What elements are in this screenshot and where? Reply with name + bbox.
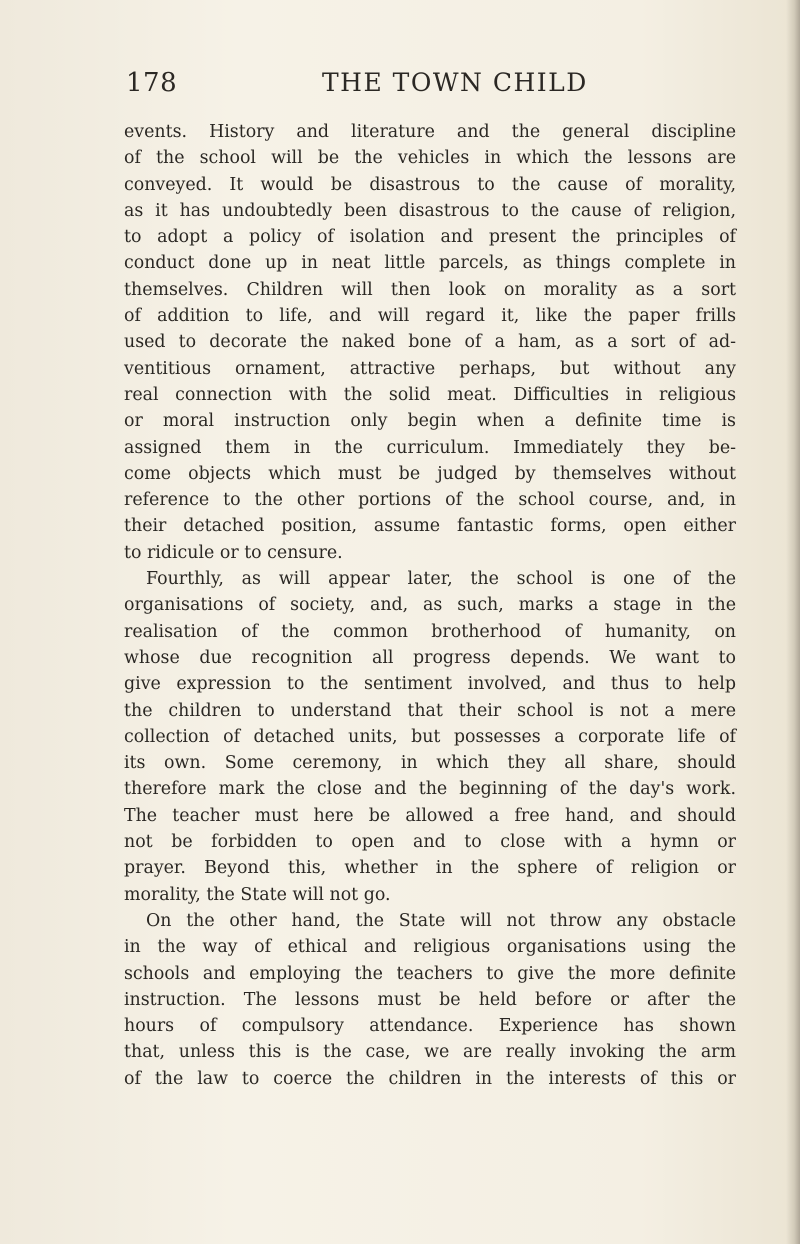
- text-line: real connection with the solid meat. Difficulties in religious: [124, 384, 736, 405]
- body-text: [124, 119, 736, 1092]
- text-line: therefore mark the close and the beginning of the day's work.: [124, 779, 736, 800]
- text-line: its own. Some ceremony, in which they all share, should: [124, 753, 736, 774]
- text-line: themselves. Children will then look on morality as a sort: [124, 279, 736, 300]
- paragraph-start-line: Fourthly, as will appear later, the school is one of the: [146, 569, 736, 590]
- running-head: THE TOWN CHILD: [322, 68, 588, 97]
- text-line: ventitious ornament, attractive perhaps, but without any: [124, 358, 736, 379]
- text-line: give expression to the sentiment involved, and thus to help: [124, 674, 736, 695]
- text-line: conveyed. It would be disastrous to the cause of morality,: [124, 174, 736, 195]
- page-edge-shadow: [786, 0, 800, 1244]
- text-line: instruction. The lessons must be held before or after the: [124, 989, 736, 1010]
- paragraph-end-line: morality, the State will not go.: [124, 884, 391, 905]
- text-line: of the school will be the vehicles in which the lessons are: [124, 148, 736, 169]
- text-line: schools and employing the teachers to give the more definite: [124, 963, 736, 984]
- text-line: or moral instruction only begin when a definite time is: [124, 411, 736, 432]
- text-line: conduct done up in neat little parcels, as things complete in: [124, 253, 736, 274]
- text-line: their detached position, assume fantastic forms, open either: [124, 516, 736, 537]
- text-line: events. History and literature and the general discipline: [124, 122, 736, 142]
- text-line: reference to the other portions of the school course, and, in: [124, 490, 736, 511]
- page-header: [126, 68, 736, 108]
- paragraph-start-line: On the other hand, the State will not throw any obstacle: [146, 910, 736, 931]
- text-line: of addition to life, and will regard it, like the paper frills: [124, 306, 736, 327]
- page-number: 178: [126, 68, 178, 98]
- text-line: come objects which must be judged by themselves without: [124, 463, 736, 484]
- text-line: collection of detached units, but possesses a corporate life of: [124, 726, 736, 747]
- paragraph-end-line: to ridicule or to censure.: [124, 542, 343, 563]
- text-line: that, unless this is the case, we are really invoking the arm: [124, 1042, 736, 1063]
- text-line: The teacher must here be allowed a free hand, and should: [124, 805, 736, 826]
- text-line: used to decorate the naked bone of a ham, as a sort of ad-: [124, 332, 736, 353]
- text-line: prayer. Beyond this, whether in the sphere of religion or: [124, 858, 736, 879]
- text-line: not be forbidden to open and to close with a hymn or: [124, 832, 736, 853]
- text-line: of the law to coerce the children in the interests of this or: [124, 1068, 736, 1089]
- text-line: in the way of ethical and religious organisations using the: [124, 937, 736, 958]
- text-line: assigned them in the curriculum. Immediately they be-: [124, 437, 736, 458]
- text-line: hours of compulsory attendance. Experience has shown: [124, 1016, 736, 1037]
- text-line: to adopt a policy of isolation and present the principles of: [124, 227, 736, 248]
- text-line: organisations of society, and, as such, marks a stage in the: [124, 595, 736, 616]
- text-line: as it has undoubtedly been disastrous to the cause of religion,: [124, 200, 736, 221]
- text-line: the children to understand that their school is not a mere: [124, 700, 736, 721]
- text-line: whose due recognition all progress depends. We want to: [124, 647, 736, 668]
- text-line: realisation of the common brotherhood of humanity, on: [124, 621, 736, 642]
